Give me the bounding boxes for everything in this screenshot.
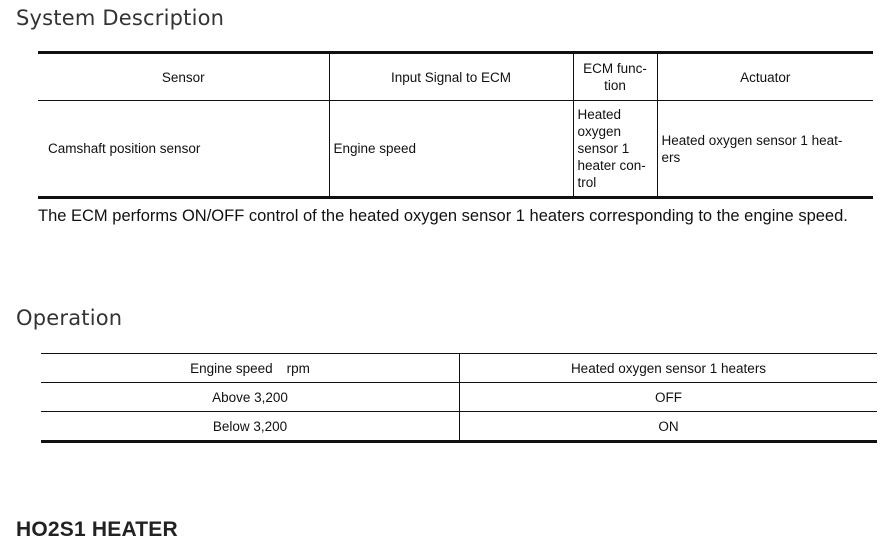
header-engine-speed [41, 354, 460, 383]
cell-actuator: Heated oxygen sensor 1 heat- ers [657, 101, 873, 198]
system-description-table [38, 51, 873, 199]
header-input-signal: Input Signal to ECM [329, 53, 573, 101]
cell-sensor: Camshaft position sensor [38, 101, 329, 198]
header-engine-speed-unit: rpm [286, 360, 310, 376]
operation-heading: Operation [16, 306, 123, 330]
cell-heater-state: ON [460, 412, 878, 442]
header-engine-speed-label: Engine speed [190, 360, 273, 376]
ecm-control-description: The ECM performs ON/OFF control of the heated oxygen sensor 1 heaters corresponding to the engine speed. [38, 207, 848, 225]
ho2s1-heater-heading: HO2S1 HEATER [16, 518, 178, 541]
header-heaters: Heated oxygen sensor 1 heaters [460, 354, 878, 383]
header-ecm-function: ECM func- tion [573, 53, 657, 101]
header-sensor: Sensor [38, 53, 329, 101]
system-description-heading: System Description [16, 6, 225, 30]
cell-input-signal: Engine speed [329, 101, 573, 198]
table-row [38, 101, 873, 198]
cell-ecm-function: Heated oxygen sensor 1 heater con- trol [573, 101, 657, 198]
table-header-row [41, 354, 877, 383]
cell-heater-state: OFF [460, 383, 878, 412]
table-header-row [38, 53, 873, 101]
operation-table [41, 353, 877, 443]
cell-engine-speed: Above 3,200 [41, 383, 460, 412]
table-row [41, 412, 877, 442]
header-actuator: Actuator [657, 53, 873, 101]
table-row [41, 383, 877, 412]
cell-engine-speed: Below 3,200 [41, 412, 460, 442]
